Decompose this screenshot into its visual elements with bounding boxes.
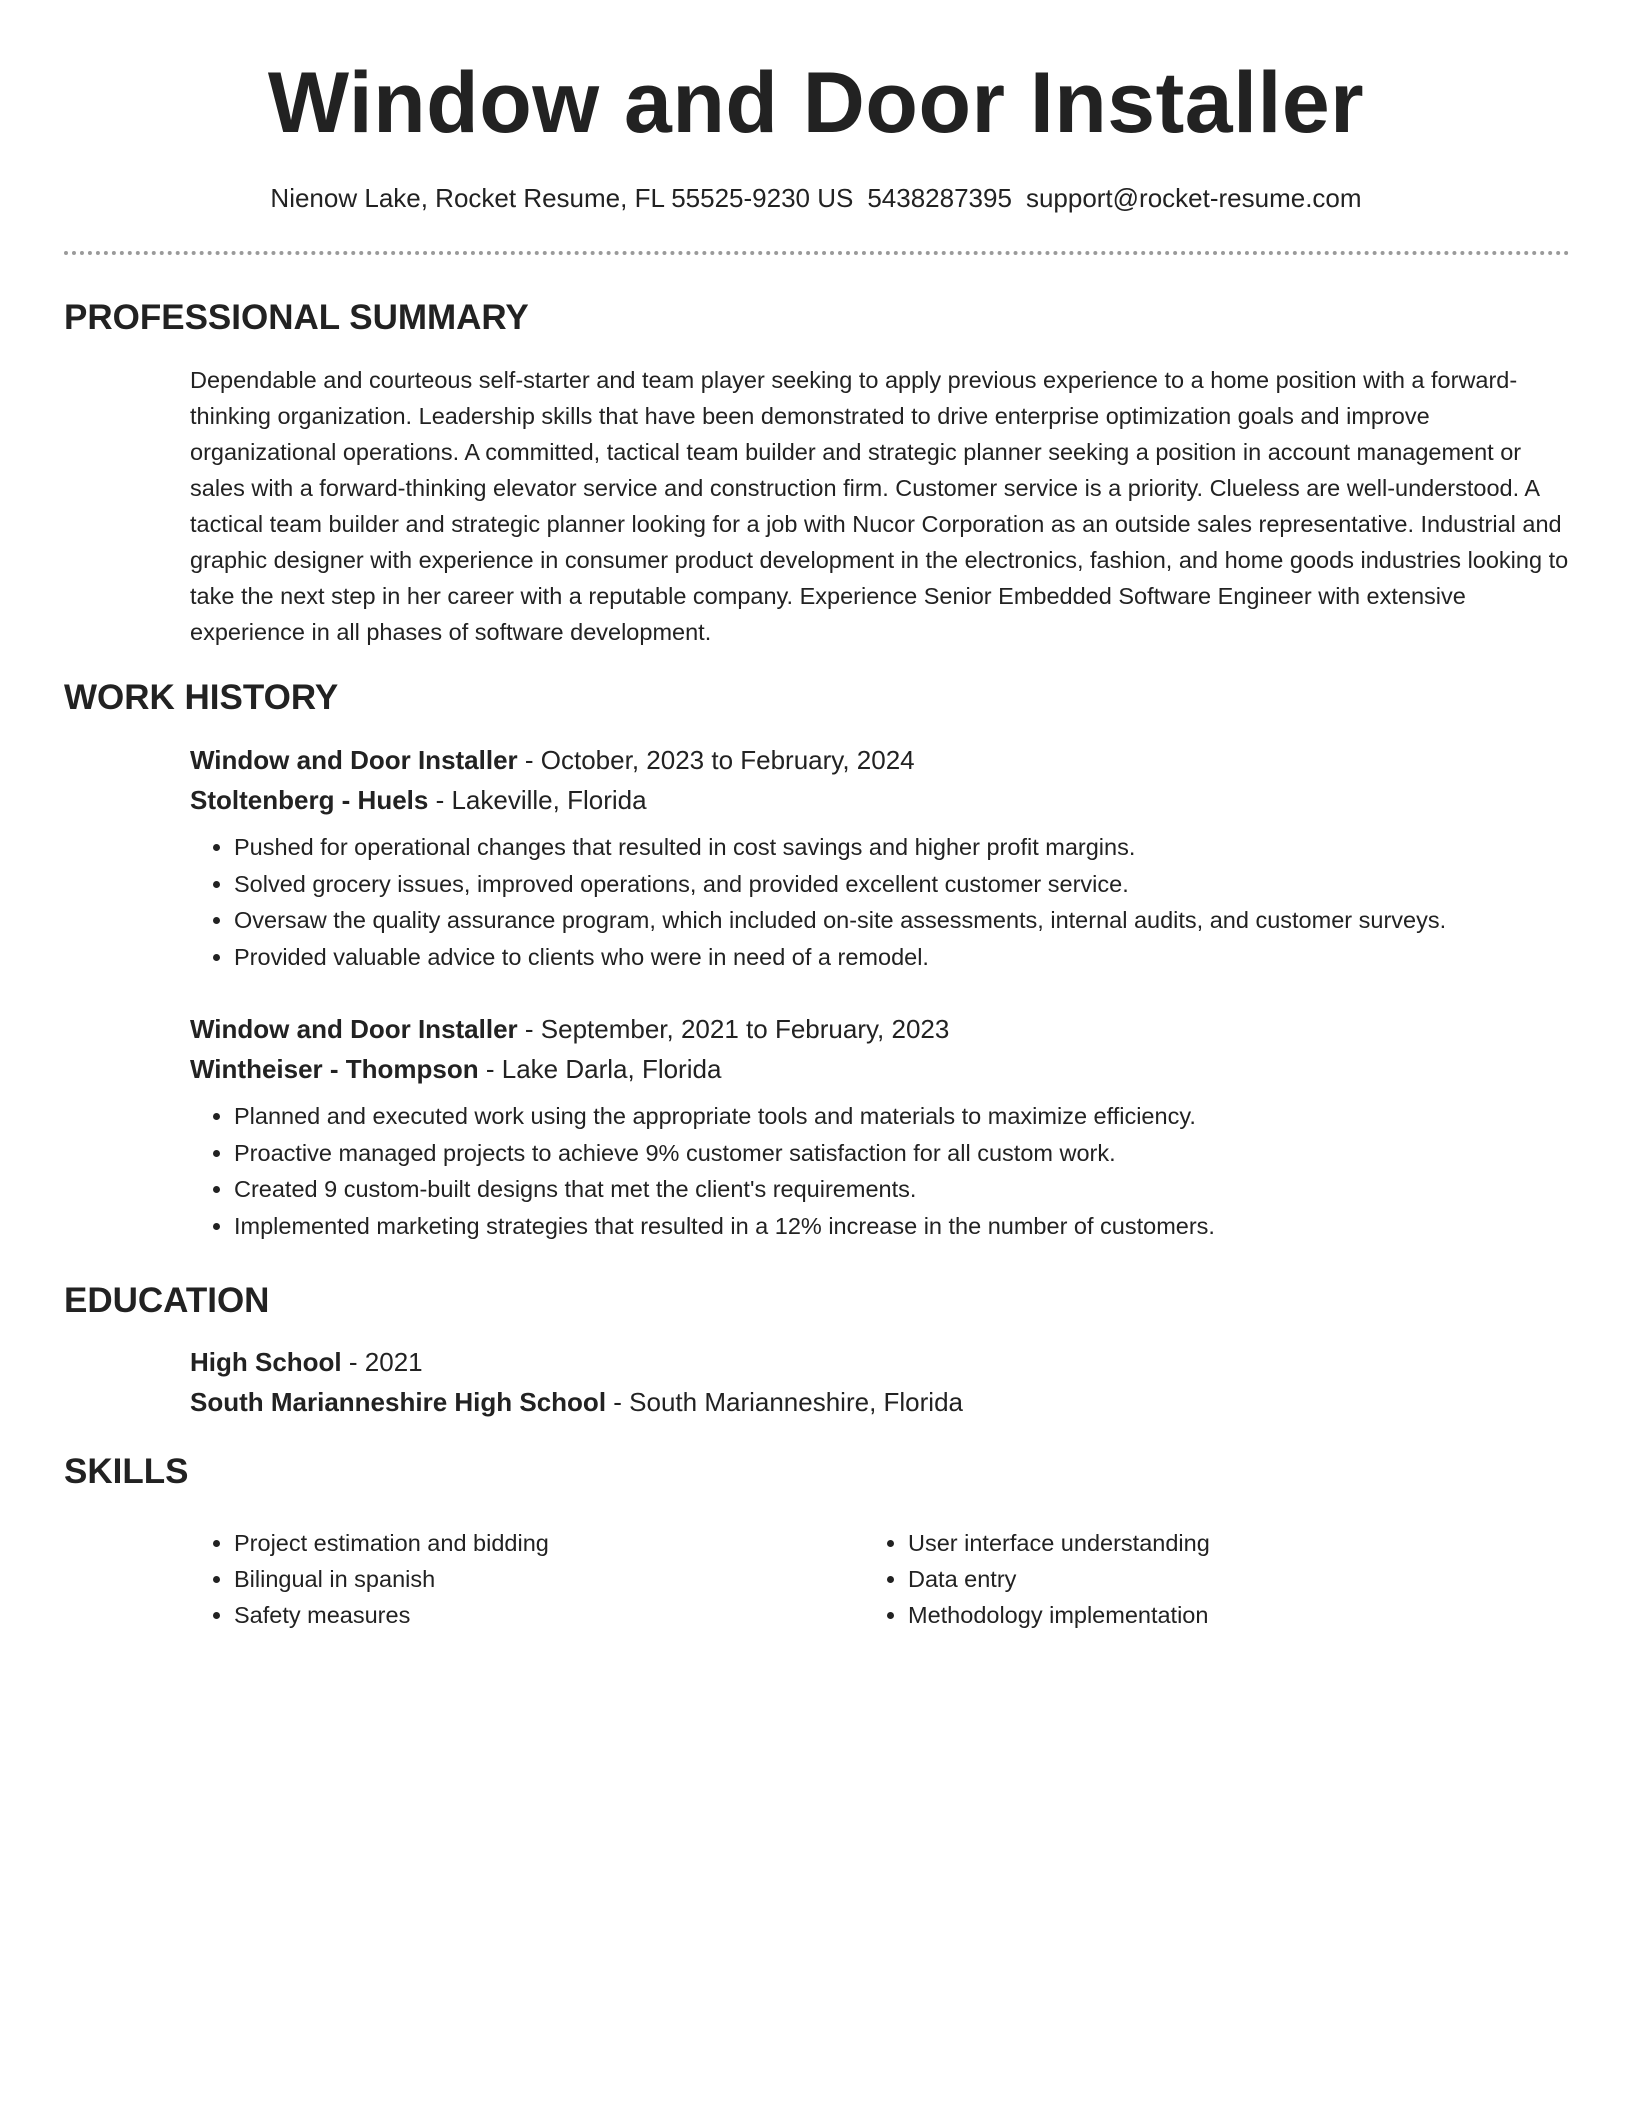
education-school: South Marianneshire High School [190,1386,607,1417]
skills-heading: SKILLS [64,1452,189,1491]
list-item: • Solved grocery issues, improved operations, and provided excellent customer service. [234,866,1570,903]
skills-column-left [190,1525,549,1633]
summary-section [190,362,1570,650]
job-location: - Lakeville, Florida [428,784,647,815]
job-location: - Lake Darla, Florida [478,1053,722,1084]
education-entry [190,1343,1570,1422]
resume-title: Window and Door Installer [267,55,1365,151]
skill-item: • Safety measures [234,1597,549,1633]
job-company-line [190,781,1570,821]
skills-column-right [864,1525,1210,1633]
skill-item: • Data entry [908,1561,1210,1597]
education-year: - 2021 [341,1347,423,1377]
list-item: • Planned and executed work using the appropriate tools and materials to maximize efficiency. [234,1098,1570,1135]
job-dates: - October, 2023 to February, 2024 [517,745,915,775]
job-company-line [190,1050,1570,1090]
job-dates: - September, 2021 to February, 2023 [517,1014,950,1044]
contact-email: support@rocket-resume.com [1025,183,1362,213]
skill-item: • Bilingual in spanish [234,1561,549,1597]
list-item: • Created 9 custom-built designs that met the client's requirements. [234,1171,1570,1208]
contact-address: Nienow Lake, Rocket Resume, FL 55525-9230 US [270,183,854,213]
job-title-line [190,741,1570,781]
job-entry [190,1010,1570,1245]
job-title: Window and Door Installer [190,1014,518,1044]
list-item: • Oversaw the quality assurance program, which included on-site assessments, internal audits, and customer surveys. [234,902,1570,939]
job-entry [190,741,1570,976]
summary-heading: PROFESSIONAL SUMMARY [64,298,529,337]
list-item: • Proactive managed projects to achieve 9% customer satisfaction for all custom work. [234,1135,1570,1172]
education-location: - South Marianneshire, Florida [606,1386,963,1417]
skill-item: • Methodology implementation [908,1597,1210,1633]
job-title: Window and Door Installer [190,745,518,775]
education-school-line [190,1383,1570,1423]
job-company: Wintheiser - Thompson [190,1053,479,1084]
education-degree-line [190,1343,1570,1383]
list-item: • Implemented marketing strategies that resulted in a 12% increase in the number of customers. [234,1208,1570,1245]
list-item: • Pushed for operational changes that resulted in cost savings and higher profit margins. [234,829,1570,866]
job-company: Stoltenberg - Huels [190,784,429,815]
skill-item: • User interface understanding [908,1525,1210,1561]
summary-text: Dependable and courteous self-starter and team player seeking to apply previous experience to a home position with a forward-thinking organization. Leadership skills that have been demonstrated to drive enterprise optimization goals and improve organizational operations. A committed, tactical team builder and strategic planner seeking a position in account management or sales with a forward-thinking elevator service and construction firm. Customer service is a priority. Clueless are well-understood. A tactical team builder and strategic planner looking for a job with Nucor Corporation as an outside sales representative. Industrial and graphic designer with experience in consumer product development in the electronics, fashion, and home goods industries looking to take the next step in her career with a reputable company. Experience Senior Embedded Software Engineer with extensive experience in all phases of software development. [190,367,1569,645]
education-heading: EDUCATION [64,1281,270,1320]
education-degree: High School [190,1347,342,1377]
job-bullets [190,829,1570,976]
skill-item: • Project estimation and bidding [234,1525,549,1561]
contact-phone: 5438287395 [867,183,1012,213]
contact-line [0,183,1632,214]
work-history-heading: WORK HISTORY [64,678,339,717]
list-item: • Provided valuable advice to clients who were in need of a remodel. [234,939,1570,976]
job-title-line [190,1010,1570,1050]
job-bullets [190,1098,1570,1245]
header-divider [64,251,1570,255]
